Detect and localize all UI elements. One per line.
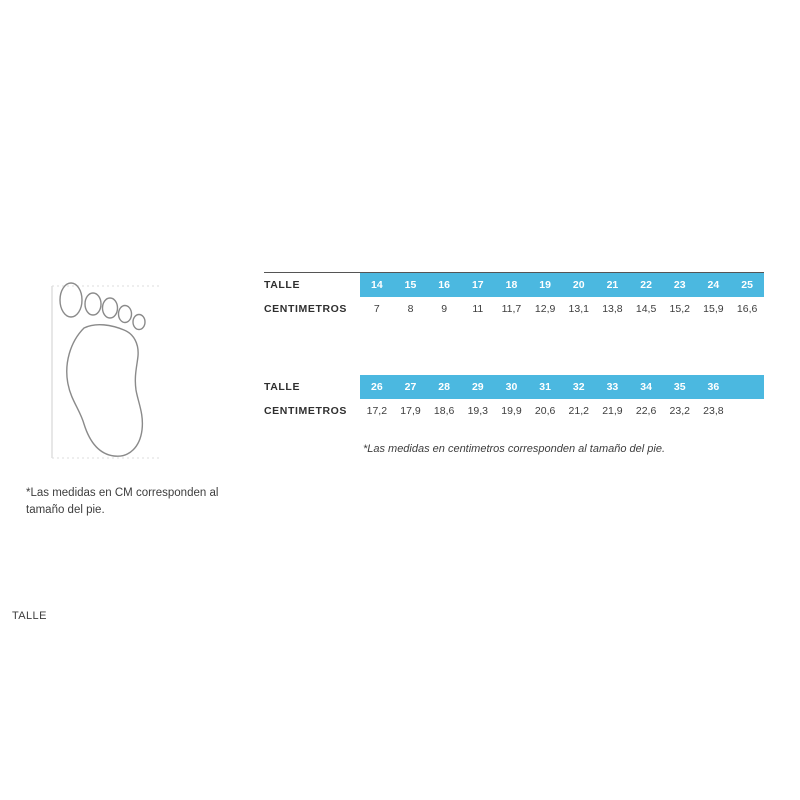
cm-cell: 9: [427, 297, 461, 321]
row-header-talle: TALLE: [264, 375, 360, 399]
foot-diagram-note: *Las medidas en CM corresponden al tamaño del pie.: [26, 487, 219, 517]
talle-cell: 36: [697, 375, 731, 399]
cm-cell: 12,9: [528, 297, 562, 321]
cm-cell: 15,2: [663, 297, 697, 321]
cm-cell: 23,8: [697, 399, 731, 423]
talle-cell-empty: [730, 375, 764, 399]
cm-cell: 8: [394, 297, 428, 321]
cm-cell: 17,9: [394, 399, 428, 423]
table-note: *Las medidas en centimetros corresponden al tamaño del pie.: [362, 443, 666, 455]
talle-cell: 27: [394, 375, 428, 399]
foot-diagram-label: TALLE: [12, 610, 47, 622]
talle-cell: 25: [730, 273, 764, 297]
size-table-block-2: [264, 375, 764, 423]
cm-cell: 7: [360, 297, 394, 321]
talle-cell: 28: [427, 375, 461, 399]
talle-cell: 21: [596, 273, 630, 297]
table-row: [264, 399, 764, 423]
cm-cell: 19,3: [461, 399, 495, 423]
table-row: [264, 297, 764, 321]
cm-cell: 11,7: [495, 297, 529, 321]
talle-cell: 16: [427, 273, 461, 297]
cm-cell: 20,6: [528, 399, 562, 423]
talle-cell: 22: [629, 273, 663, 297]
talle-cell: 23: [663, 273, 697, 297]
size-tables: [264, 272, 764, 455]
table-row: [264, 273, 764, 297]
row-header-centimetros: CENTIMETROS: [264, 303, 348, 315]
foot-outline-icon: [40, 280, 210, 480]
row-header-talle: TALLE: [264, 273, 360, 297]
talle-cell: 14: [360, 273, 394, 297]
talle-cell: 24: [697, 273, 731, 297]
talle-cell: 30: [495, 375, 529, 399]
talle-cell: 34: [629, 375, 663, 399]
talle-cell: 31: [528, 375, 562, 399]
cm-cell: 16,6: [730, 297, 764, 321]
foot-diagram-block: [0, 270, 250, 622]
cm-cell: 23,2: [663, 399, 697, 423]
talle-cell: 17: [461, 273, 495, 297]
talle-cell: 32: [562, 375, 596, 399]
talle-cell: 33: [596, 375, 630, 399]
cm-cell: 15,9: [697, 297, 731, 321]
talle-cell: 29: [461, 375, 495, 399]
cm-cell: 11: [461, 297, 495, 321]
talle-cell: 26: [360, 375, 394, 399]
cm-cell: 18,6: [427, 399, 461, 423]
table-gap: [264, 321, 764, 375]
talle-cell: 19: [528, 273, 562, 297]
table-row: [264, 375, 764, 399]
talle-cell: 35: [663, 375, 697, 399]
cm-cell: 22,6: [629, 399, 663, 423]
cm-cell: 21,9: [596, 399, 630, 423]
row-header-centimetros: CENTIMETROS: [264, 405, 348, 417]
cm-cell: 19,9: [495, 399, 529, 423]
talle-cell: 20: [562, 273, 596, 297]
size-table-block-1: [264, 273, 764, 321]
talle-cell: 15: [394, 273, 428, 297]
cm-cell: 17,2: [360, 399, 394, 423]
cm-cell: 21,2: [562, 399, 596, 423]
talle-cell: 18: [495, 273, 529, 297]
cm-cell-empty: [730, 399, 764, 423]
cm-cell: 13,1: [562, 297, 596, 321]
cm-cell: 14,5: [629, 297, 663, 321]
cm-cell: 13,8: [596, 297, 630, 321]
